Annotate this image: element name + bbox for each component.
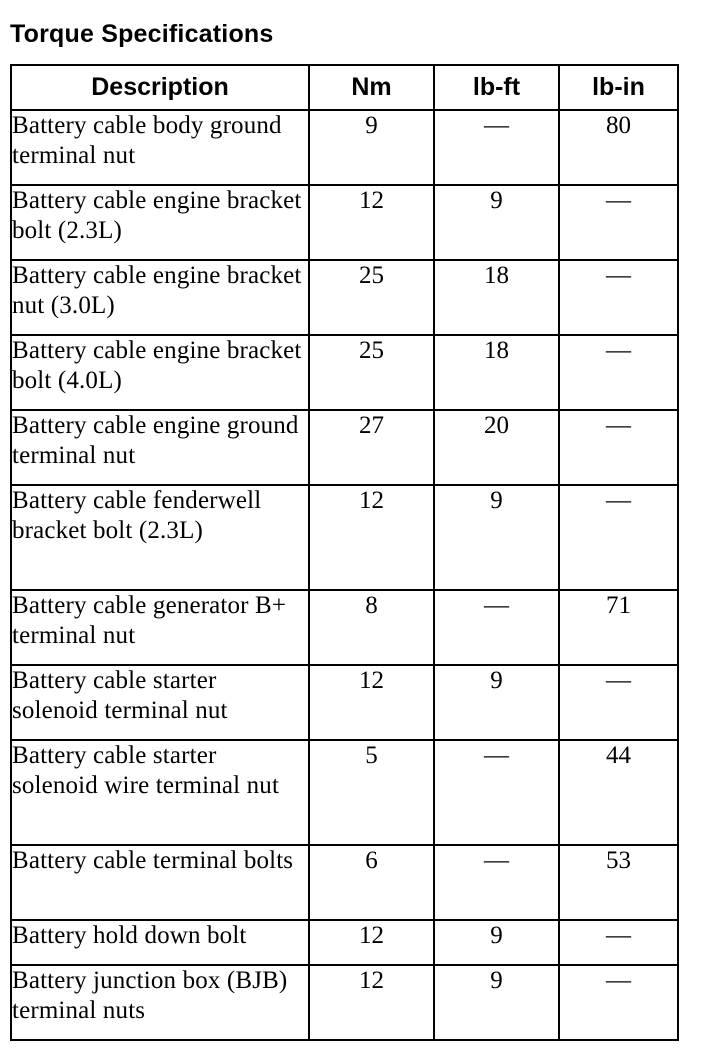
description-cell: Battery cable terminal bolts xyxy=(11,845,309,920)
nm-cell: 25 xyxy=(309,260,434,335)
description-cell: Battery junction box (BJB) terminal nuts xyxy=(11,965,309,1040)
description-cell: Battery cable engine bracket bolt (4.0L) xyxy=(11,335,309,410)
description-cell: Battery cable body ground terminal nut xyxy=(11,110,309,185)
description-cell: Battery cable engine bracket nut (3.0L) xyxy=(11,260,309,335)
table-row xyxy=(11,410,678,485)
lb-ft-cell: 9 xyxy=(434,965,559,1040)
header-lb-ft: lb-ft xyxy=(434,65,559,110)
description-cell: Battery cable starter solenoid terminal nut xyxy=(11,665,309,740)
description-cell: Battery cable generator B+ terminal nut xyxy=(11,590,309,665)
lb-in-cell: — xyxy=(559,335,678,410)
lb-in-cell: — xyxy=(559,410,678,485)
nm-cell: 27 xyxy=(309,410,434,485)
table-row xyxy=(11,335,678,410)
lb-in-cell: — xyxy=(559,260,678,335)
table-body xyxy=(11,110,678,1040)
lb-in-cell: — xyxy=(559,485,678,590)
table-row xyxy=(11,845,678,920)
table-row xyxy=(11,260,678,335)
header-row xyxy=(11,65,678,110)
nm-cell: 12 xyxy=(309,665,434,740)
nm-cell: 5 xyxy=(309,740,434,845)
lb-ft-cell: 18 xyxy=(434,335,559,410)
lb-ft-cell: — xyxy=(434,740,559,845)
lb-ft-cell: 9 xyxy=(434,665,559,740)
lb-in-cell: — xyxy=(559,665,678,740)
lb-in-cell: 71 xyxy=(559,590,678,665)
nm-cell: 12 xyxy=(309,965,434,1040)
table-row xyxy=(11,665,678,740)
description-cell: Battery cable engine bracket bolt (2.3L) xyxy=(11,185,309,260)
lb-in-cell: 44 xyxy=(559,740,678,845)
description-cell: Battery cable fenderwell bracket bolt (2.3L) xyxy=(11,485,309,590)
lb-ft-cell: 18 xyxy=(434,260,559,335)
lb-in-cell: — xyxy=(559,965,678,1040)
nm-cell: 6 xyxy=(309,845,434,920)
nm-cell: 12 xyxy=(309,920,434,965)
lb-in-cell: 80 xyxy=(559,110,678,185)
lb-ft-cell: 9 xyxy=(434,920,559,965)
lb-ft-cell: 9 xyxy=(434,485,559,590)
lb-ft-cell: — xyxy=(434,590,559,665)
header-description: Description xyxy=(11,65,309,110)
table-row xyxy=(11,590,678,665)
header-lb-in: lb-in xyxy=(559,65,678,110)
table-row xyxy=(11,485,678,590)
table-row xyxy=(11,965,678,1040)
description-cell: Battery cable starter solenoid wire terminal nut xyxy=(11,740,309,845)
nm-cell: 9 xyxy=(309,110,434,185)
nm-cell: 8 xyxy=(309,590,434,665)
description-cell: Battery cable engine ground terminal nut xyxy=(11,410,309,485)
lb-ft-cell: 20 xyxy=(434,410,559,485)
lb-ft-cell: — xyxy=(434,845,559,920)
nm-cell: 12 xyxy=(309,185,434,260)
nm-cell: 12 xyxy=(309,485,434,590)
header-nm: Nm xyxy=(309,65,434,110)
table-row xyxy=(11,110,678,185)
table-row xyxy=(11,185,678,260)
lb-ft-cell: 9 xyxy=(434,185,559,260)
lb-ft-cell: — xyxy=(434,110,559,185)
torque-spec-table xyxy=(10,64,679,1041)
table-row xyxy=(11,920,678,965)
lb-in-cell: 53 xyxy=(559,845,678,920)
lb-in-cell: — xyxy=(559,920,678,965)
description-cell: Battery hold down bolt xyxy=(11,920,309,965)
lb-in-cell: — xyxy=(559,185,678,260)
table-row xyxy=(11,740,678,845)
nm-cell: 25 xyxy=(309,335,434,410)
page-title: Torque Specifications xyxy=(10,20,274,48)
